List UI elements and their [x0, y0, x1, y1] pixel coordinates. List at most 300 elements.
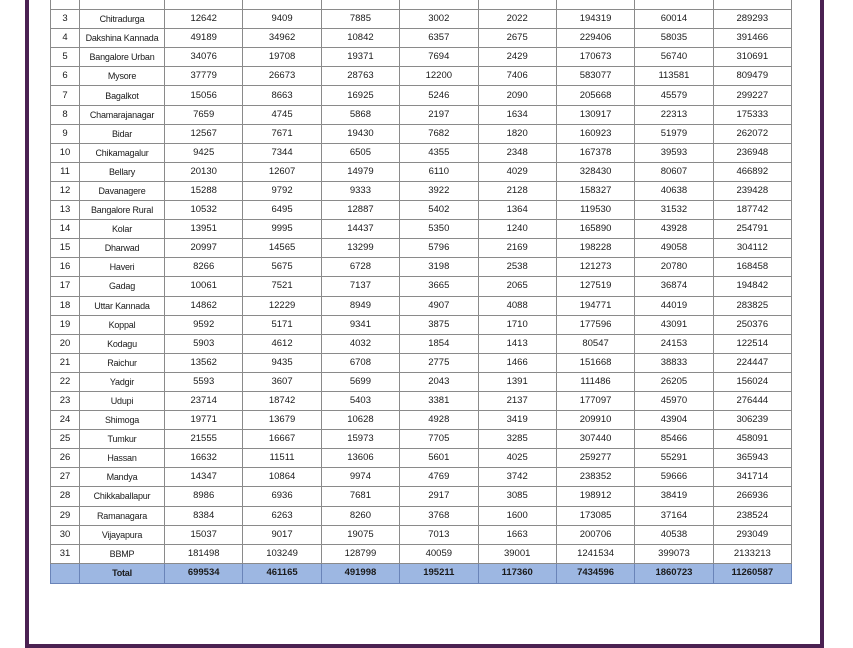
value-col-2-cell: 5171: [243, 315, 321, 334]
value-col-4-cell: 2197: [400, 105, 478, 124]
value-col-4-cell: 3768: [400, 506, 478, 525]
value-col-1-cell: 19771: [165, 411, 243, 430]
value-col-6-cell: 200706: [556, 525, 634, 544]
value-col-2-cell: 34962: [243, 29, 321, 48]
value-col-5-cell: 1634: [478, 105, 556, 124]
table-row: [51, 143, 792, 162]
value-col-4-cell: 3381: [400, 391, 478, 410]
district-name-cell: Dakshina Kannada: [80, 29, 165, 48]
value-col-2-cell: 6495: [243, 201, 321, 220]
value-col-6-cell: 194771: [556, 296, 634, 315]
serial-number-cell: 3: [51, 10, 80, 29]
row-total-cell: 250376: [713, 315, 791, 334]
value-col-5-cell: 3085: [478, 487, 556, 506]
table-cell: [478, 0, 556, 10]
district-name-cell: Chikamagalur: [80, 143, 165, 162]
value-col-4-cell: 6110: [400, 162, 478, 181]
value-col-3-cell: 14979: [321, 162, 399, 181]
value-col-5-cell: 4029: [478, 162, 556, 181]
value-col-7-cell: 45970: [635, 391, 713, 410]
table-cell: [635, 0, 713, 10]
district-name-cell: BBMP: [80, 544, 165, 563]
serial-number-cell: 6: [51, 67, 80, 86]
serial-number-cell: 12: [51, 181, 80, 200]
district-name-cell: Kodagu: [80, 334, 165, 353]
value-col-2-cell: 13679: [243, 411, 321, 430]
row-total-cell: 2133213: [713, 544, 791, 563]
value-col-1-cell: 49189: [165, 29, 243, 48]
value-col-2-cell: 4745: [243, 105, 321, 124]
value-col-6-cell: 127519: [556, 277, 634, 296]
serial-number-cell: 18: [51, 296, 80, 315]
value-col-1-cell: 15056: [165, 86, 243, 105]
value-col-7-cell: 113581: [635, 67, 713, 86]
value-col-6-cell: 583077: [556, 67, 634, 86]
serial-number-cell: 22: [51, 372, 80, 391]
value-col-1-cell: 9592: [165, 315, 243, 334]
value-col-1-cell: 10532: [165, 201, 243, 220]
district-data-table: [50, 0, 792, 584]
table-row: [51, 201, 792, 220]
value-col-7-cell: 49058: [635, 239, 713, 258]
value-col-5-cell: 4088: [478, 296, 556, 315]
value-col-3-cell: 19430: [321, 124, 399, 143]
value-col-7-cell: 38419: [635, 487, 713, 506]
value-col-2-cell: 5675: [243, 258, 321, 277]
district-name-cell: Haveri: [80, 258, 165, 277]
total-row: [51, 563, 792, 583]
table-row: [51, 105, 792, 124]
value-col-3-cell: 19371: [321, 48, 399, 67]
district-name-cell: Bangalore Urban: [80, 48, 165, 67]
row-total-cell: 466892: [713, 162, 791, 181]
value-col-2-cell: 6936: [243, 487, 321, 506]
value-col-4-cell: 7682: [400, 124, 478, 143]
table-cell: [51, 0, 80, 10]
value-col-4-cell: 6357: [400, 29, 478, 48]
value-col-1-cell: 12567: [165, 124, 243, 143]
total-value-cell: 11260587: [713, 563, 791, 583]
serial-number-cell: 23: [51, 391, 80, 410]
serial-number-cell: 25: [51, 430, 80, 449]
value-col-2-cell: 6263: [243, 506, 321, 525]
table-row: [51, 239, 792, 258]
value-col-3-cell: 9974: [321, 468, 399, 487]
value-col-1-cell: 12642: [165, 10, 243, 29]
value-col-5-cell: 2348: [478, 143, 556, 162]
value-col-4-cell: 7013: [400, 525, 478, 544]
district-name-cell: Koppal: [80, 315, 165, 334]
value-col-2-cell: 9995: [243, 220, 321, 239]
district-name-cell: Gadag: [80, 277, 165, 296]
value-col-7-cell: 38833: [635, 353, 713, 372]
value-col-5-cell: 2090: [478, 86, 556, 105]
total-value-cell: 195211: [400, 563, 478, 583]
value-col-4-cell: 5601: [400, 449, 478, 468]
value-col-7-cell: 24153: [635, 334, 713, 353]
value-col-4-cell: 5796: [400, 239, 478, 258]
table-row: [51, 296, 792, 315]
value-col-6-cell: 307440: [556, 430, 634, 449]
value-col-7-cell: 85466: [635, 430, 713, 449]
value-col-4-cell: 5402: [400, 201, 478, 220]
table-row: [51, 29, 792, 48]
value-col-4-cell: 1854: [400, 334, 478, 353]
table-row: [51, 411, 792, 430]
district-name-cell: Chamarajanagar: [80, 105, 165, 124]
value-col-7-cell: 55291: [635, 449, 713, 468]
value-col-4-cell: 4769: [400, 468, 478, 487]
value-col-6-cell: 194319: [556, 10, 634, 29]
value-col-3-cell: 5403: [321, 391, 399, 410]
district-name-cell: Hassan: [80, 449, 165, 468]
row-total-cell: 293049: [713, 525, 791, 544]
row-total-cell: 283825: [713, 296, 791, 315]
row-total-cell: 341714: [713, 468, 791, 487]
serial-number-cell: 15: [51, 239, 80, 258]
value-col-5-cell: 2128: [478, 181, 556, 200]
value-col-2-cell: 9792: [243, 181, 321, 200]
value-col-1-cell: 20130: [165, 162, 243, 181]
value-col-4-cell: 7705: [400, 430, 478, 449]
table-row: [51, 258, 792, 277]
row-total-cell: 194842: [713, 277, 791, 296]
value-col-7-cell: 31532: [635, 201, 713, 220]
row-total-cell: 187742: [713, 201, 791, 220]
value-col-3-cell: 8949: [321, 296, 399, 315]
serial-number-cell: 30: [51, 525, 80, 544]
value-col-2-cell: 14565: [243, 239, 321, 258]
value-col-1-cell: 13951: [165, 220, 243, 239]
value-col-7-cell: 22313: [635, 105, 713, 124]
serial-number-cell: 31: [51, 544, 80, 563]
value-col-4-cell: 3875: [400, 315, 478, 334]
row-total-cell: 809479: [713, 67, 791, 86]
value-col-6-cell: 259277: [556, 449, 634, 468]
value-col-2-cell: 26673: [243, 67, 321, 86]
value-col-2-cell: 7671: [243, 124, 321, 143]
row-total-cell: 262072: [713, 124, 791, 143]
value-col-1-cell: 5903: [165, 334, 243, 353]
value-col-3-cell: 12887: [321, 201, 399, 220]
value-col-7-cell: 43091: [635, 315, 713, 334]
table-row: [51, 10, 792, 29]
serial-number-cell: 4: [51, 29, 80, 48]
value-col-5-cell: 1413: [478, 334, 556, 353]
value-col-5-cell: 39001: [478, 544, 556, 563]
table-cell: [556, 0, 634, 10]
row-total-cell: 299227: [713, 86, 791, 105]
value-col-4-cell: 2043: [400, 372, 478, 391]
value-col-6-cell: 160923: [556, 124, 634, 143]
value-col-7-cell: 45579: [635, 86, 713, 105]
district-name-cell: Shimoga: [80, 411, 165, 430]
value-col-7-cell: 40638: [635, 181, 713, 200]
row-total-cell: 239428: [713, 181, 791, 200]
value-col-2-cell: 7521: [243, 277, 321, 296]
value-col-3-cell: 4032: [321, 334, 399, 353]
value-col-4-cell: 2775: [400, 353, 478, 372]
value-col-6-cell: 165890: [556, 220, 634, 239]
value-col-5-cell: 1663: [478, 525, 556, 544]
table-cell: [400, 0, 478, 10]
value-col-2-cell: 19708: [243, 48, 321, 67]
serial-number-cell: 7: [51, 86, 80, 105]
value-col-5-cell: 2429: [478, 48, 556, 67]
value-col-4-cell: 7694: [400, 48, 478, 67]
serial-number-cell: 28: [51, 487, 80, 506]
value-col-7-cell: 399073: [635, 544, 713, 563]
value-col-6-cell: 1241534: [556, 544, 634, 563]
table-row: [51, 353, 792, 372]
value-col-1-cell: 15037: [165, 525, 243, 544]
value-col-7-cell: 58035: [635, 29, 713, 48]
value-col-2-cell: 12229: [243, 296, 321, 315]
table-cell: [321, 0, 399, 10]
value-col-1-cell: 8384: [165, 506, 243, 525]
value-col-6-cell: 328430: [556, 162, 634, 181]
serial-number-cell: 21: [51, 353, 80, 372]
table-row: [51, 544, 792, 563]
serial-number-cell: 10: [51, 143, 80, 162]
value-col-7-cell: 43928: [635, 220, 713, 239]
row-total-cell: 224447: [713, 353, 791, 372]
serial-number-cell: 20: [51, 334, 80, 353]
row-total-cell: 310691: [713, 48, 791, 67]
row-total-cell: 306239: [713, 411, 791, 430]
row-total-cell: 276444: [713, 391, 791, 410]
value-col-4-cell: 5246: [400, 86, 478, 105]
total-value-cell: 491998: [321, 563, 399, 583]
serial-number-cell: 8: [51, 105, 80, 124]
total-value-cell: 1860723: [635, 563, 713, 583]
value-col-4-cell: 4907: [400, 296, 478, 315]
value-col-1-cell: 8266: [165, 258, 243, 277]
value-col-2-cell: 10864: [243, 468, 321, 487]
row-total-cell: 175333: [713, 105, 791, 124]
value-col-3-cell: 7885: [321, 10, 399, 29]
district-name-cell: Dharwad: [80, 239, 165, 258]
table-row: [51, 181, 792, 200]
value-col-2-cell: 11511: [243, 449, 321, 468]
district-name-cell: Bellary: [80, 162, 165, 181]
value-col-2-cell: 4612: [243, 334, 321, 353]
row-total-cell: 266936: [713, 487, 791, 506]
value-col-3-cell: 13299: [321, 239, 399, 258]
value-col-4-cell: 5350: [400, 220, 478, 239]
district-name-cell: Raichur: [80, 353, 165, 372]
value-col-5-cell: 3742: [478, 468, 556, 487]
value-col-6-cell: 130917: [556, 105, 634, 124]
serial-number-cell: 19: [51, 315, 80, 334]
value-col-1-cell: 37779: [165, 67, 243, 86]
district-name-cell: Udupi: [80, 391, 165, 410]
value-col-2-cell: 18742: [243, 391, 321, 410]
table-row: [51, 124, 792, 143]
table-row: [51, 220, 792, 239]
value-col-1-cell: 5593: [165, 372, 243, 391]
value-col-3-cell: 13606: [321, 449, 399, 468]
row-total-cell: 304112: [713, 239, 791, 258]
value-col-7-cell: 37164: [635, 506, 713, 525]
serial-number-cell: 16: [51, 258, 80, 277]
value-col-2-cell: 9409: [243, 10, 321, 29]
district-name-cell: Chikkaballapur: [80, 487, 165, 506]
value-col-1-cell: 14862: [165, 296, 243, 315]
table-row: [51, 506, 792, 525]
total-value-cell: 117360: [478, 563, 556, 583]
value-col-4-cell: 4355: [400, 143, 478, 162]
value-col-3-cell: 6728: [321, 258, 399, 277]
value-col-3-cell: 28763: [321, 67, 399, 86]
value-col-3-cell: 16925: [321, 86, 399, 105]
value-col-5-cell: 1391: [478, 372, 556, 391]
value-col-2-cell: 8663: [243, 86, 321, 105]
value-col-2-cell: 103249: [243, 544, 321, 563]
value-col-5-cell: 4025: [478, 449, 556, 468]
value-col-7-cell: 60014: [635, 10, 713, 29]
value-col-1-cell: 20997: [165, 239, 243, 258]
value-col-1-cell: 13562: [165, 353, 243, 372]
value-col-6-cell: 205668: [556, 86, 634, 105]
value-col-3-cell: 19075: [321, 525, 399, 544]
district-name-cell: Bidar: [80, 124, 165, 143]
row-total-cell: 168458: [713, 258, 791, 277]
table-row: [51, 391, 792, 410]
district-name-cell: Ramanagara: [80, 506, 165, 525]
table-row: [51, 315, 792, 334]
value-col-7-cell: 39593: [635, 143, 713, 162]
value-col-3-cell: 10842: [321, 29, 399, 48]
value-col-3-cell: 128799: [321, 544, 399, 563]
value-col-1-cell: 34076: [165, 48, 243, 67]
value-col-6-cell: 151668: [556, 353, 634, 372]
value-col-5-cell: 1820: [478, 124, 556, 143]
value-col-7-cell: 80607: [635, 162, 713, 181]
table-row: [51, 334, 792, 353]
table-row: [51, 525, 792, 544]
value-col-1-cell: 10061: [165, 277, 243, 296]
row-total-cell: 156024: [713, 372, 791, 391]
value-col-1-cell: 7659: [165, 105, 243, 124]
district-name-cell: Tumkur: [80, 430, 165, 449]
district-name-cell: Bagalkot: [80, 86, 165, 105]
value-col-3-cell: 8260: [321, 506, 399, 525]
value-col-5-cell: 3419: [478, 411, 556, 430]
value-col-1-cell: 15288: [165, 181, 243, 200]
value-col-3-cell: 5699: [321, 372, 399, 391]
district-name-cell: Chitradurga: [80, 10, 165, 29]
value-col-5-cell: 2169: [478, 239, 556, 258]
serial-number-cell: 27: [51, 468, 80, 487]
value-col-7-cell: 43904: [635, 411, 713, 430]
row-total-cell: 458091: [713, 430, 791, 449]
district-name-cell: Davanagere: [80, 181, 165, 200]
value-col-2-cell: 7344: [243, 143, 321, 162]
value-col-1-cell: 21555: [165, 430, 243, 449]
value-col-3-cell: 10628: [321, 411, 399, 430]
value-col-1-cell: 14347: [165, 468, 243, 487]
value-col-7-cell: 26205: [635, 372, 713, 391]
value-col-6-cell: 198912: [556, 487, 634, 506]
table-cell: [243, 0, 321, 10]
table-row: [51, 449, 792, 468]
serial-number-cell: 26: [51, 449, 80, 468]
value-col-1-cell: 8986: [165, 487, 243, 506]
value-col-6-cell: 177596: [556, 315, 634, 334]
value-col-7-cell: 40538: [635, 525, 713, 544]
value-col-3-cell: 7137: [321, 277, 399, 296]
value-col-3-cell: 15973: [321, 430, 399, 449]
table-row: [51, 468, 792, 487]
value-col-6-cell: 80547: [556, 334, 634, 353]
total-label: Total: [80, 563, 165, 583]
value-col-3-cell: 5868: [321, 105, 399, 124]
row-total-cell: 289293: [713, 10, 791, 29]
value-col-5-cell: 1240: [478, 220, 556, 239]
table-row: [51, 86, 792, 105]
district-name-cell: Uttar Kannada: [80, 296, 165, 315]
value-col-6-cell: 238352: [556, 468, 634, 487]
district-name-cell: Yadgir: [80, 372, 165, 391]
value-col-6-cell: 119530: [556, 201, 634, 220]
value-col-3-cell: 14437: [321, 220, 399, 239]
value-col-7-cell: 44019: [635, 296, 713, 315]
table-cell: [165, 0, 243, 10]
value-col-7-cell: 36874: [635, 277, 713, 296]
district-name-cell: Bangalore Rural: [80, 201, 165, 220]
serial-number-cell: 29: [51, 506, 80, 525]
district-name-cell: Mysore: [80, 67, 165, 86]
row-total-cell: 122514: [713, 334, 791, 353]
value-col-4-cell: 3002: [400, 10, 478, 29]
district-name-cell: Kolar: [80, 220, 165, 239]
serial-number-cell: 5: [51, 48, 80, 67]
serial-number-cell: 17: [51, 277, 80, 296]
value-col-6-cell: 170673: [556, 48, 634, 67]
table-row: [51, 487, 792, 506]
value-col-5-cell: 7406: [478, 67, 556, 86]
value-col-6-cell: 229406: [556, 29, 634, 48]
value-col-5-cell: 2675: [478, 29, 556, 48]
value-col-6-cell: 158327: [556, 181, 634, 200]
value-col-1-cell: 16632: [165, 449, 243, 468]
value-col-2-cell: 16667: [243, 430, 321, 449]
value-col-2-cell: 9017: [243, 525, 321, 544]
value-col-6-cell: 198228: [556, 239, 634, 258]
value-col-5-cell: 1600: [478, 506, 556, 525]
value-col-4-cell: 3198: [400, 258, 478, 277]
value-col-4-cell: 3665: [400, 277, 478, 296]
value-col-4-cell: 4928: [400, 411, 478, 430]
serial-number-cell: 9: [51, 124, 80, 143]
table-row: [51, 67, 792, 86]
value-col-1-cell: 23714: [165, 391, 243, 410]
value-col-2-cell: 9435: [243, 353, 321, 372]
value-col-5-cell: 1466: [478, 353, 556, 372]
row-total-cell: 391466: [713, 29, 791, 48]
serial-number-cell: 14: [51, 220, 80, 239]
table-row: [51, 430, 792, 449]
table-row: [51, 162, 792, 181]
value-col-4-cell: 2917: [400, 487, 478, 506]
value-col-4-cell: 40059: [400, 544, 478, 563]
value-col-6-cell: 173085: [556, 506, 634, 525]
value-col-5-cell: 2022: [478, 10, 556, 29]
serial-number-cell: 24: [51, 411, 80, 430]
value-col-2-cell: 12607: [243, 162, 321, 181]
value-col-2-cell: 3607: [243, 372, 321, 391]
